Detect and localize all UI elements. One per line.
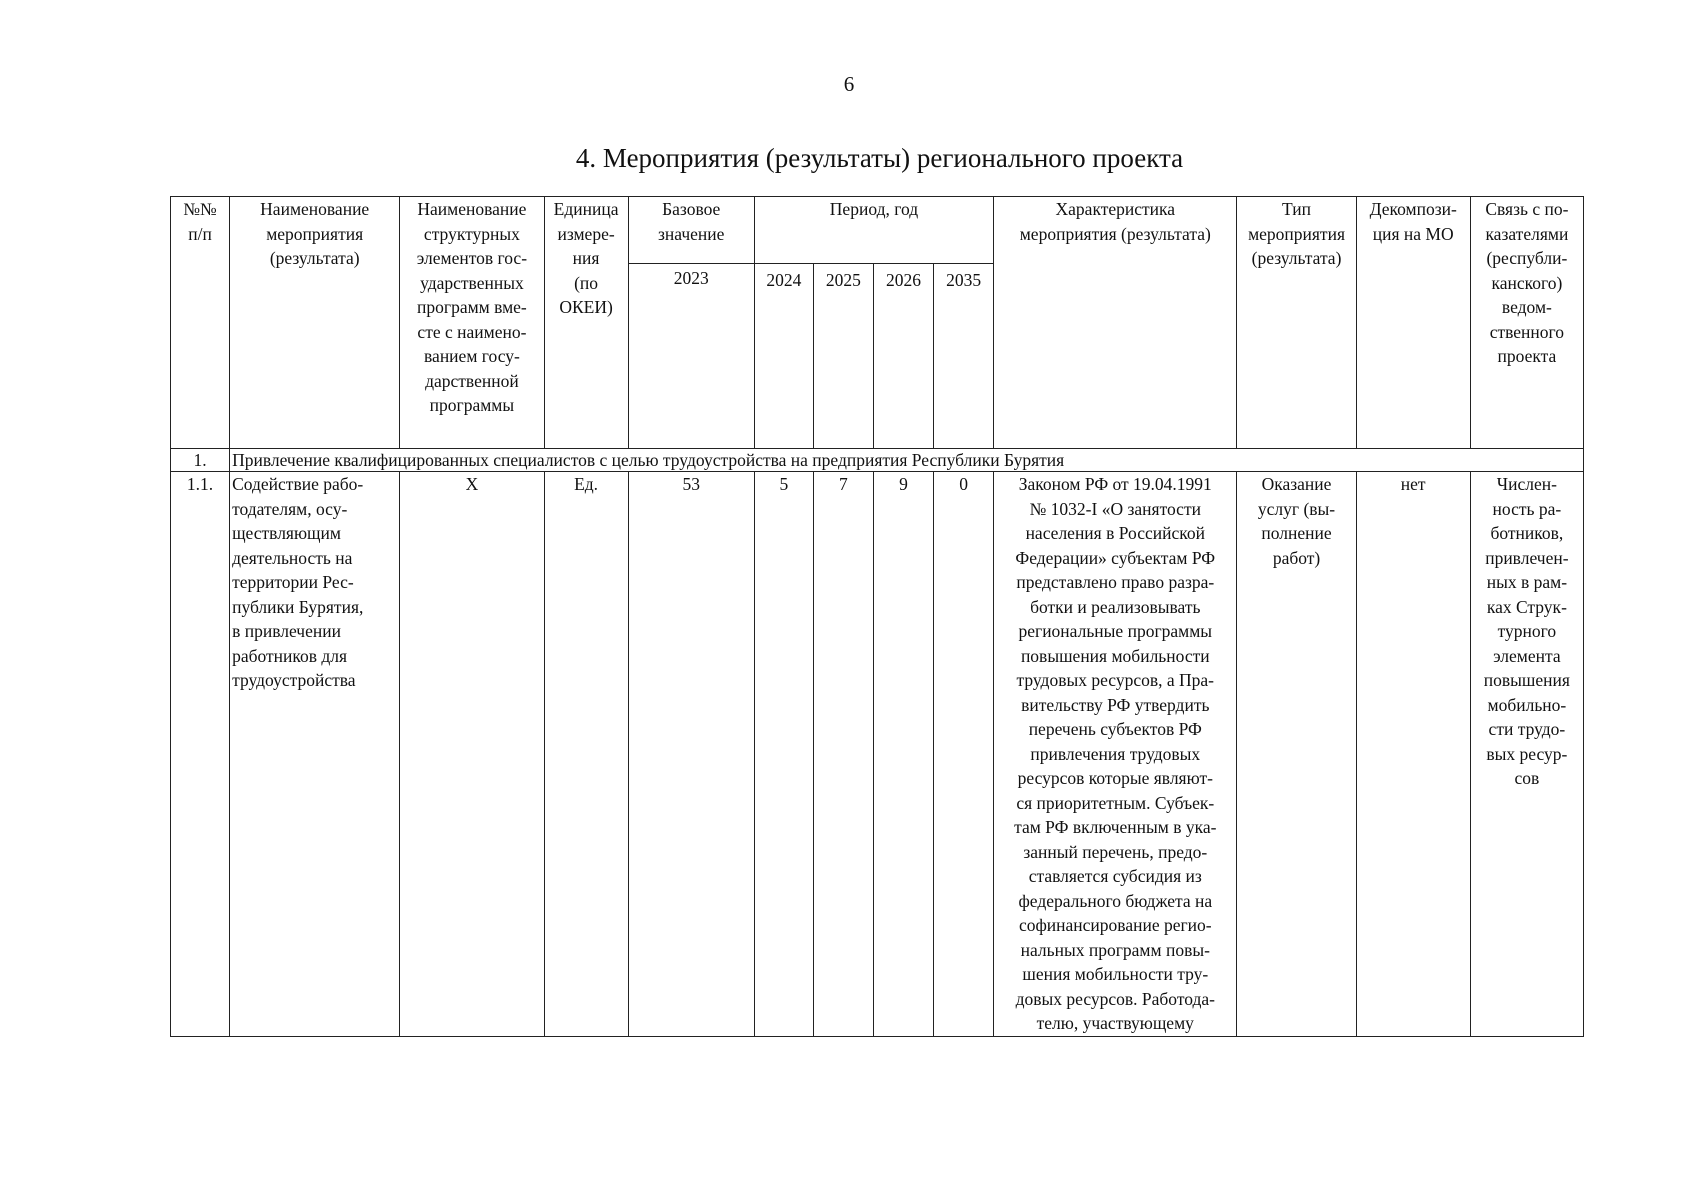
row-decomposition: нет [1356, 472, 1470, 1037]
row-characteristic: Законом РФ от 19.04.1991 № 1032-I «О занятости населения в Российской Федерации» субъектам РФ представлено право разра- ботки и реализовывать региональные программы повышения мобильности трудовых ресурсов, а Пра- вительству РФ утвердить перечень субъектов РФ привлечения трудовых ресурсов которые являют- ся приоритетным. Субъек- там РФ включенным в ука- занный перечень, предо- ставляется субсидия из федерального бюджета на софинансирование регио- нальных программ повы- шения мобильности тру- довых ресурсов. Работода- телю, участвующему [994, 472, 1237, 1037]
row-structural: X [400, 472, 544, 1037]
header-decomposition: Декомпози- ция на МО [1356, 197, 1470, 449]
row-value-2024: 5 [754, 472, 813, 1037]
header-num: №№ п/п [171, 197, 230, 449]
header-event-type: Тип мероприятия (результата) [1237, 197, 1356, 449]
header-characteristic: Характеристика мероприятия (результата) [994, 197, 1237, 449]
row-value-2026: 9 [873, 472, 933, 1037]
section-title: Привлечение квалифицированных специалистов с целью трудоустройства на предприятия Республики Бурятия [230, 449, 1584, 472]
header-period: Период, год [754, 197, 993, 264]
header-year-2026: 2026 [873, 264, 933, 449]
table-row [171, 472, 1584, 1037]
header-link: Связь с по- казателями (республи- канского) ведом- ственного проекта [1470, 197, 1583, 449]
row-value-2035: 0 [934, 472, 994, 1037]
header-structural-elements: Наименование структурных элементов гос- ударственных программ вме- сте с наимено- ванием госу- дарственной программы [400, 197, 544, 449]
header-base-value: Базовое значение [628, 197, 754, 264]
row-num: 1.1. [171, 472, 230, 1037]
document-title: 4. Мероприятия (результаты) регионального проекта [575, 143, 1184, 173]
row-unit: Ед. [544, 472, 628, 1037]
header-year-2035: 2035 [934, 264, 994, 449]
header-event-name: Наименование мероприятия (результата) [230, 197, 400, 449]
section-row [171, 449, 1584, 472]
header-base-year: 2023 [628, 264, 754, 449]
row-event-name: Содействие рабо- тодателям, осу- ществляющим деятельность на территории Рес- публики Бурятия, в привлечении работников для трудоустройства [230, 472, 400, 1037]
row-base-value: 53 [628, 472, 754, 1037]
row-event-type: Оказание услуг (вы- полнение работ) [1237, 472, 1356, 1037]
header-year-2024: 2024 [754, 264, 813, 449]
page-number: 6 [843, 72, 855, 96]
row-link: Числен- ность ра- ботников, привлечен- ных в рам- ках Струк- турного элемента повышения мобильно- сти трудо- вых ресур- сов [1470, 472, 1583, 1037]
header-unit: Единица измере- ния (по ОКЕИ) [544, 197, 628, 449]
header-year-2025: 2025 [813, 264, 873, 449]
events-table [170, 196, 1584, 1037]
row-value-2025: 7 [813, 472, 873, 1037]
section-num: 1. [171, 449, 230, 472]
